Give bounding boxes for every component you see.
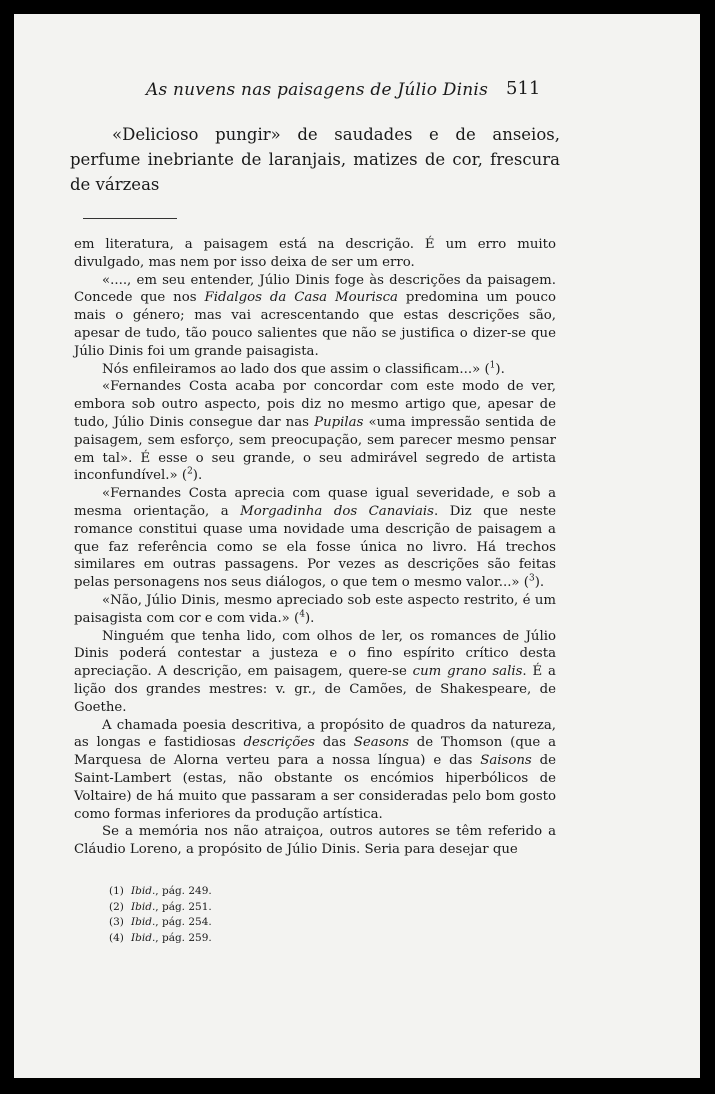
book-title: Saisons: [480, 753, 532, 769]
footnote-ref: 3: [528, 573, 535, 584]
footnote-rule: [83, 218, 177, 219]
main-text-continuation: [70, 122, 560, 197]
footnote-ref: 1: [489, 360, 496, 371]
book-title: Morgadinha dos Canaviais: [240, 503, 434, 519]
footnote-number: (3): [109, 916, 124, 928]
book-title: Pupilas: [314, 414, 364, 430]
footnote: (4) Ibid., pág. 259.: [109, 931, 309, 947]
footnote: (3) Ibid., pág. 254.: [109, 915, 309, 931]
latin-phrase: cum grano salis: [412, 664, 523, 680]
paragraph: Se a memória nos não atraiçoa, outros autores se têm referido a Cláudio Loreno, a propósito de Júlio Dinis. Seria para desejar que: [74, 824, 556, 858]
paragraph: «Fernandes Costa aprecia com quase igual severidade, e sob a mesma orientação, a Morgadinha dos Canaviais. Diz que neste romance constitui quase uma novidade uma descrição de paisagem a que faz referência como se ela fosse única no livro. Há trechos similares em outras passagens. Por vezes as descrições são feitas pelas personagens nos seus diálogos, o que tem o mesmo valor...» ($^3$).: [74, 486, 556, 591]
footnote-number: (2): [109, 900, 124, 913]
paragraph: em literatura, a paisagem está na descrição. É um erro muito divulgado, mas nem por isso deixa de ser um erro.: [74, 237, 556, 270]
page-number: 511: [506, 78, 541, 99]
paragraph: Nós enfileiramos ao lado dos que assim o classificam...» ($^1$).: [102, 360, 505, 377]
paragraph: «...., em seu entender, Júlio Dinis foge às descrições da paisagem. Concede que nos Fidalgos da Casa Mourisca predomina um pouco mais o género; mas vai acrescentando que estas descrições são, apesar de tudo, tão pouco salientes que não se justifica o dizer-se que Júlio Dinis foi um grande paisagista.: [74, 272, 556, 359]
italic-word: descrições: [243, 735, 315, 751]
running-title: As nuvens nas paisagens de Júlio Dinis: [146, 80, 488, 100]
footnote-ref: 4: [299, 609, 305, 620]
paragraph: «Fernandes Costa acaba por concordar com este modo de ver, embora sob outro aspecto, pois diz no mesmo artigo que, apesar de tudo, Júlio Dinis consegue dar nas Pupilas «uma impressão sentida de paisagem, sem esforço, sem preocupação, sem parecer mesmo pensar em tal». É esse o seu grande, o seu admirável segredo de artista inconfundível.» ($^2$).: [74, 379, 556, 484]
footnote-number: (4): [109, 931, 124, 944]
book-page: [14, 14, 700, 1078]
note-text: [74, 236, 556, 859]
page-header: [14, 76, 700, 106]
footnote: (2) Ibid., pág. 251.: [109, 900, 309, 916]
footnote-ref: 2: [187, 466, 193, 477]
paragraph: «Delicioso pungir» de saudades e de anseios, perfume inebriante de laranjais, matizes de cor, frescura de várzeas: [70, 125, 560, 194]
footnote-number: (1): [109, 885, 124, 897]
book-title: Fidalgos da Casa Mourisca: [204, 290, 398, 306]
book-title: Seasons: [353, 735, 409, 751]
footnotes: [109, 884, 309, 946]
paragraph: A chamada poesia descritiva, a propósito de quadros da natureza, as longas e fastidiosas descrições das Seasons de Thomson (que a Marquesa de Alorna verteu para a nossa língua) e das Saisons de Saint-Lambert (estas, não obstante os encómios hiperbólicos de Voltaire) de há muito que passaram a ser consideradas pelo bom gosto como formas inferiores da produção artística.: [74, 717, 556, 822]
footnote: (1) Ibid., pág. 249.: [109, 884, 309, 900]
paragraph: Ninguém que tenha lido, com olhos de ler, os romances de Júlio Dinis poderá contestar a justeza e o fino espírito crítico desta apreciação. A descrição, em paisagem, quere-se cum grano salis. É a lição dos grandes mestres: v. gr., de Camões, de Shakespeare, de Goethe.: [74, 628, 556, 715]
paragraph: «Não, Júlio Dinis, mesmo apreciado sob este aspecto restrito, é um paisagista com cor e com vida.» ($^4$).: [74, 592, 556, 626]
